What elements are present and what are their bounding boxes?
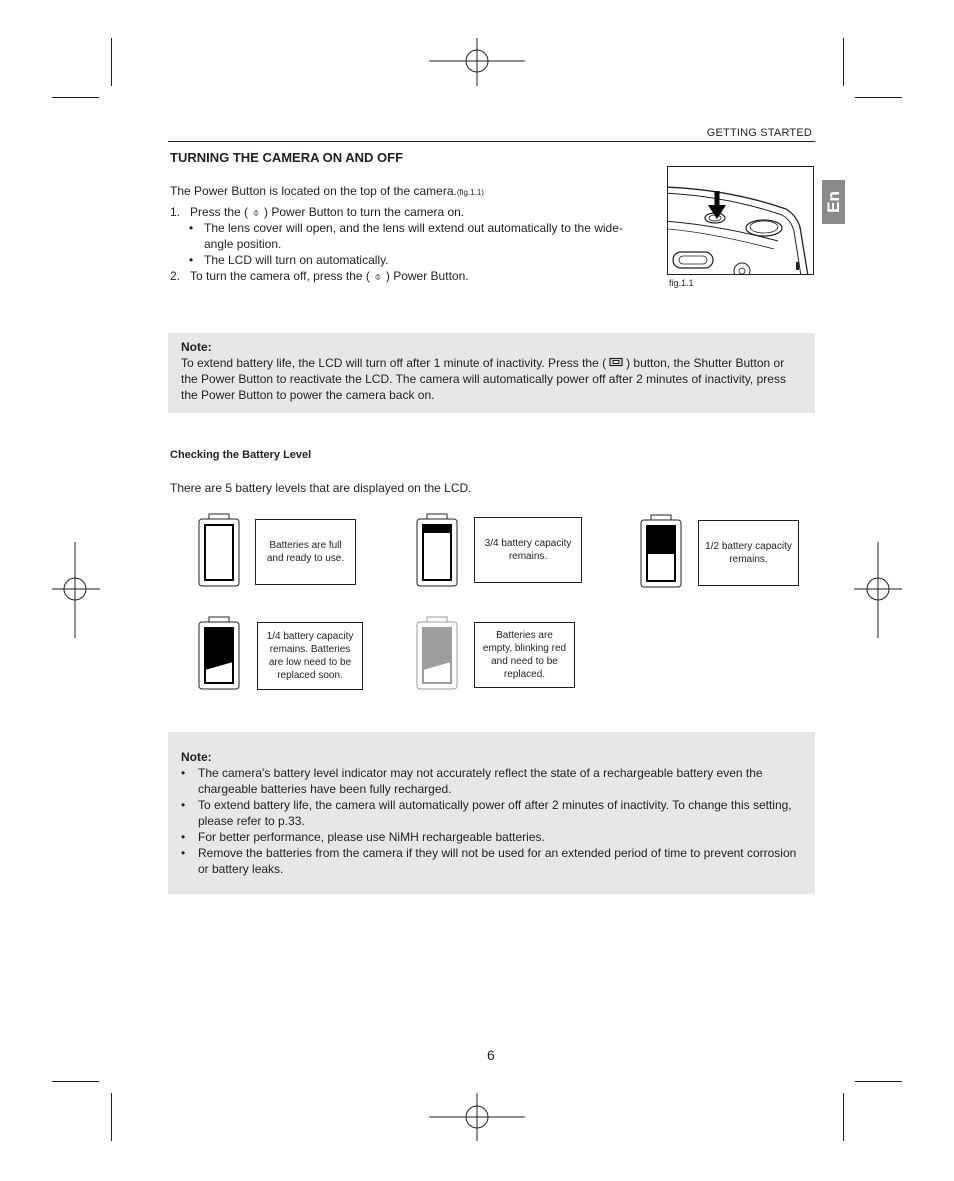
- header-rule: [168, 141, 815, 142]
- section-label: GETTING STARTED: [706, 127, 812, 139]
- figure-camera-top: [667, 166, 814, 275]
- battery-half-icon: [640, 514, 682, 588]
- battery-label-full: Batteries are full and ready to use.: [255, 519, 356, 585]
- step-2-pre: To turn the camera off, press the (: [190, 269, 370, 283]
- list-item: • For better performance, please use NiMH rechargeable batteries.: [181, 829, 802, 845]
- registration-mark-right: [854, 542, 902, 638]
- section-title: TURNING THE CAMERA ON AND OFF: [170, 150, 404, 165]
- note-box-lcd: [168, 333, 815, 413]
- bullet-dot: •: [189, 253, 194, 267]
- step-1-number: 1.: [170, 205, 181, 219]
- battery-label-three-quarter: 3/4 battery capacity remains.: [474, 517, 582, 583]
- step-1-post: ) Power Button to turn the camera on.: [264, 205, 465, 219]
- step-1-bullet-2: [189, 252, 634, 268]
- note-title: Note:: [181, 340, 212, 354]
- battery-three-quarter-icon: [416, 513, 458, 587]
- power-icon: ⌽: [252, 207, 260, 219]
- note-text: [181, 355, 802, 403]
- step-2: [170, 268, 640, 285]
- intro-fig-ref: (fig.1.1): [456, 188, 484, 197]
- list-item: • To extend battery life, the camera will automatically power off after 2 minutes of inactivity. To change this setting, please refer to p.33.: [181, 797, 802, 829]
- battery-empty-icon: [416, 616, 458, 690]
- bullet-1-text: The lens cover will open, and the lens will extend out automatically to the wide-angle position.: [204, 221, 623, 251]
- step-2-number: 2.: [170, 269, 181, 283]
- registration-mark-bottom: [429, 1093, 525, 1141]
- note-text-pre: To extend battery life, the LCD will turn off after 1 minute of inactivity. Press the (: [181, 356, 607, 370]
- battery-quarter-icon: [198, 616, 240, 690]
- step-1: [170, 204, 640, 221]
- step-1-bullet-1: [189, 220, 634, 252]
- camera-top-illustration: [668, 167, 814, 275]
- page-number: 6: [487, 1047, 495, 1063]
- battery-label-half: 1/2 battery capacity remains.: [698, 520, 799, 586]
- language-tab-label: En: [823, 191, 843, 213]
- intro-text: The Power Button is located on the top of the camera.: [170, 184, 457, 198]
- bullet-dot: •: [189, 221, 194, 235]
- list-item: • Remove the batteries from the camera if they will not be used for an extended period of time to prevent corrosion or battery leaks.: [181, 845, 802, 877]
- figure-caption: fig.1.1: [669, 278, 694, 288]
- note-list: [181, 765, 802, 877]
- language-tab: [822, 180, 845, 224]
- registration-mark-left: [52, 542, 100, 638]
- bullet-2-text: The LCD will turn on automatically.: [204, 253, 389, 267]
- intro-paragraph: [170, 183, 484, 201]
- note-box-battery: [168, 732, 815, 894]
- note-text-post: ) button, the Shutter Button or the Power Button to reactivate the LCD. The camera will automatically power off after 2 minutes of inactivity, press the Power Button to power the camera back on.: [181, 356, 786, 402]
- list-item: • The camera's battery level indicator may not accurately reflect the state of a rechargeable battery even the chargeable batteries have been fully recharged.: [181, 765, 802, 797]
- display-button-icon: [606, 355, 626, 371]
- note-title: Note:: [181, 750, 212, 764]
- battery-label-empty: Batteries are empty, blinking red and need to be replaced.: [474, 622, 575, 688]
- battery-intro: There are 5 battery levels that are displayed on the LCD.: [170, 481, 472, 495]
- registration-mark-top: [429, 38, 525, 86]
- battery-heading: Checking the Battery Level: [170, 449, 312, 461]
- battery-label-quarter: 1/4 battery capacity remains. Batteries are low need to be replaced soon.: [257, 622, 363, 690]
- power-icon: ⌽: [374, 271, 382, 283]
- step-2-post: ) Power Button.: [385, 269, 469, 283]
- battery-full-icon: [198, 513, 240, 587]
- step-1-pre: Press the (: [190, 205, 249, 219]
